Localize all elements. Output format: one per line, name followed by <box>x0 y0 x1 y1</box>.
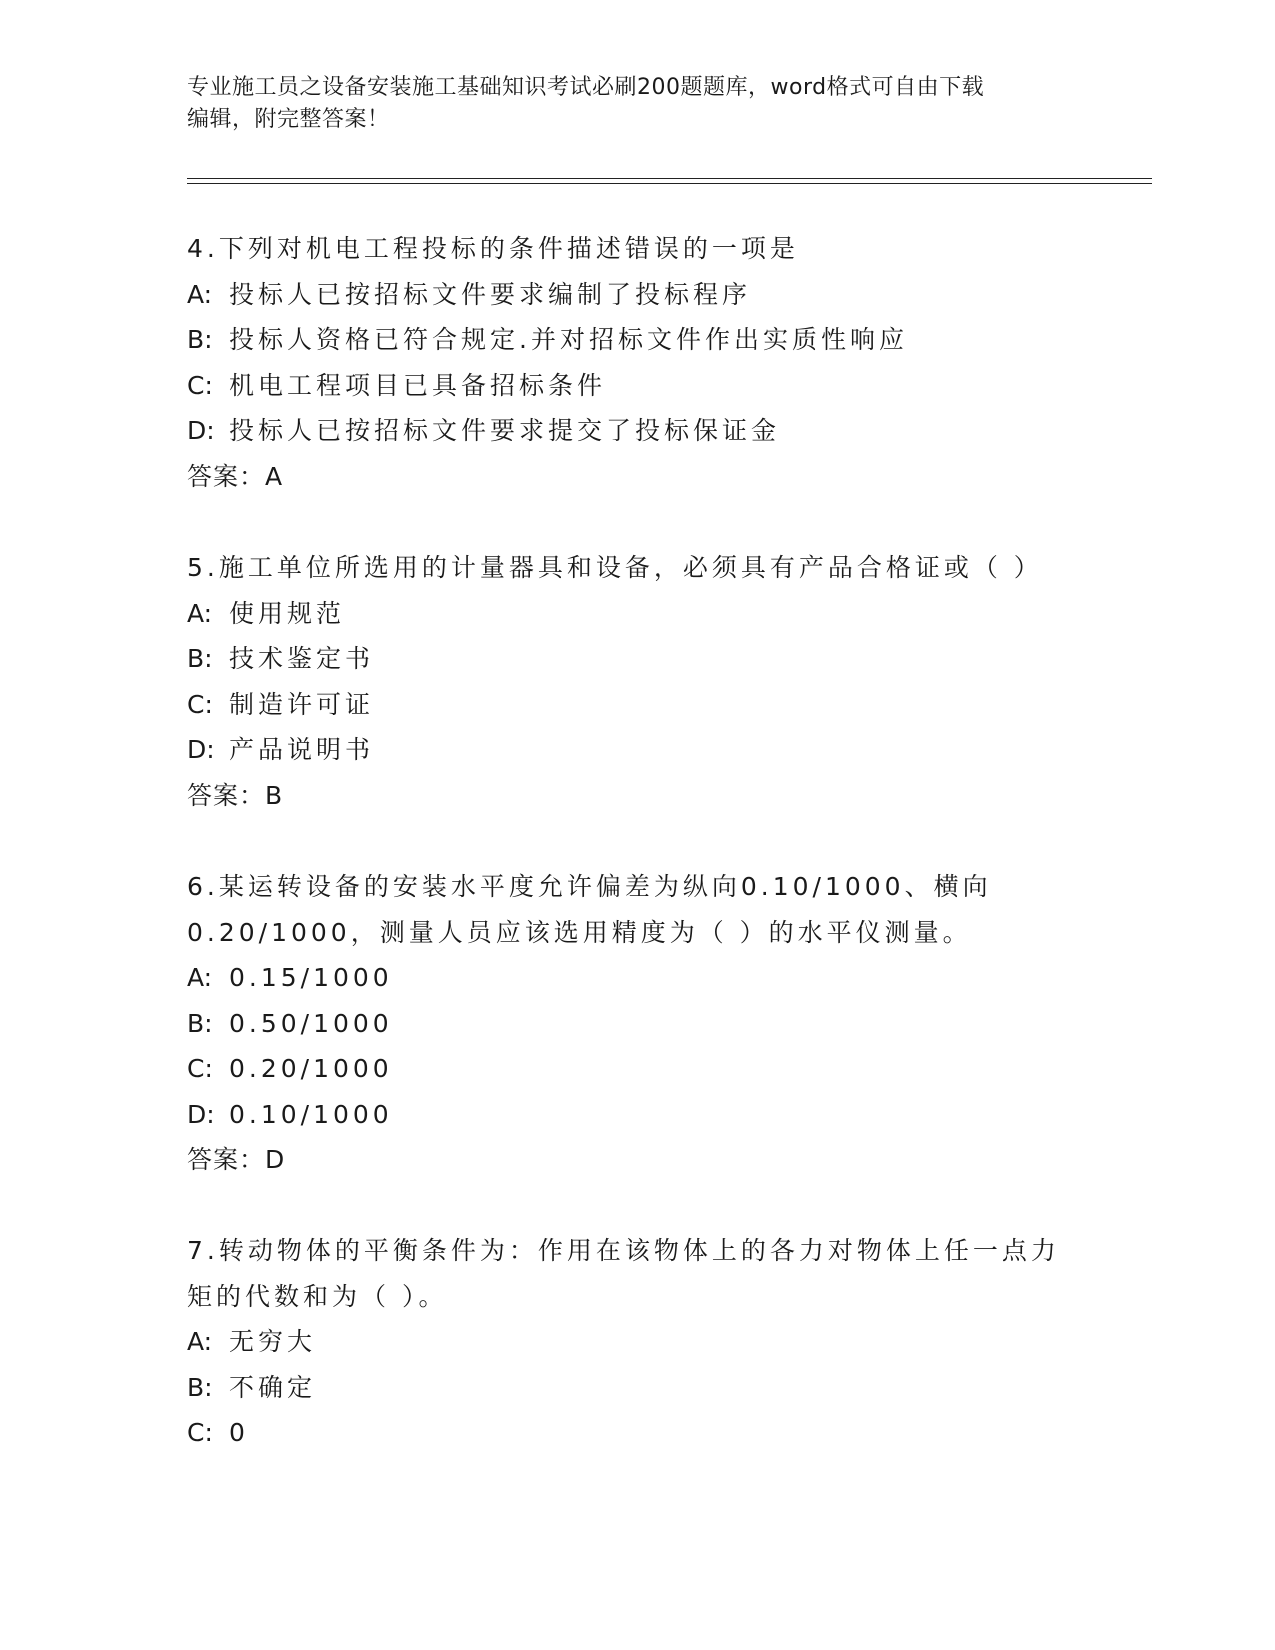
question-stem: 7.转动物体的平衡条件为：作用在该物体上的各力对物体上任一点力 <box>187 1236 1060 1265</box>
question-stem: 6.某运转设备的安装水平度允许偏差为纵向0.10/1000、横向 <box>187 872 992 901</box>
option-b <box>187 1365 1067 1411</box>
option-text: 产品说明书 <box>229 735 375 764</box>
option-text: 投标人已按招标文件要求编制了投标程序 <box>229 279 752 309</box>
option-text: 无穷大 <box>229 1327 317 1356</box>
option-key: A: <box>187 1327 213 1356</box>
question-4 <box>187 226 1067 499</box>
option-key: C: <box>187 370 213 400</box>
option-key: A: <box>187 963 213 992</box>
option-b <box>187 1001 1067 1047</box>
option-key: D: <box>187 416 215 445</box>
answer-value: A <box>265 461 283 491</box>
option-a <box>187 591 1067 637</box>
option-text: 不确定 <box>229 1372 317 1402</box>
header-divider <box>187 178 1152 179</box>
answer-line <box>187 1137 1067 1183</box>
option-text: 投标人已按招标文件要求提交了投标保证金 <box>229 416 781 445</box>
option-key: D: <box>187 735 215 764</box>
option-c <box>187 1046 1067 1092</box>
option-text: 0.50/1000 <box>229 1008 393 1038</box>
option-key: B: <box>187 644 213 673</box>
option-key: C: <box>187 1418 213 1447</box>
option-c <box>187 682 1067 728</box>
option-text: 0.20/1000 <box>229 1054 393 1083</box>
option-key: A: <box>187 279 213 309</box>
option-text: 制造许可证 <box>229 689 375 719</box>
option-key: A: <box>187 598 213 628</box>
answer-value: D <box>265 1145 285 1174</box>
option-d <box>187 727 1067 773</box>
option-text: 0 <box>229 1418 249 1447</box>
question-6 <box>187 864 1067 1183</box>
header-title-line-1: 专业施工员之设备安装施工基础知识考试必刷200题题库，word格式可自由下载 <box>187 75 985 100</box>
answer-label: 答案： <box>187 780 266 810</box>
question-stem-continued: 0.20/1000，测量人员应该选用精度为（ ）的水平仪测量。 <box>187 917 972 947</box>
answer-label: 答案： <box>187 461 266 491</box>
header-divider-double <box>187 183 1152 184</box>
option-key: B: <box>187 1008 213 1038</box>
option-key: D: <box>187 1099 215 1129</box>
option-key: B: <box>187 325 213 354</box>
answer-label: 答案： <box>187 1145 266 1174</box>
option-key: B: <box>187 1372 213 1402</box>
question-5 <box>187 545 1067 818</box>
option-c <box>187 1410 1067 1456</box>
question-7 <box>187 1228 1067 1456</box>
answer-value: B <box>265 780 283 810</box>
header-title-line-2: 编辑，附完整答案！ <box>187 107 390 132</box>
option-d <box>187 1092 1067 1138</box>
option-key: C: <box>187 689 213 719</box>
option-a <box>187 272 1067 318</box>
question-stem: 5.施工单位所选用的计量器具和设备，必须具有产品合格证或（ ） <box>187 553 1043 582</box>
option-text: 机电工程项目已具备招标条件 <box>229 370 607 400</box>
option-d <box>187 408 1067 454</box>
option-text: 使用规范 <box>229 598 346 628</box>
option-b <box>187 636 1067 682</box>
option-text: 投标人资格已符合规定.并对招标文件作出实质性响应 <box>229 325 908 354</box>
option-key: C: <box>187 1054 213 1083</box>
option-text: 0.15/1000 <box>229 963 393 992</box>
option-c <box>187 363 1067 409</box>
answer-line <box>187 773 1067 819</box>
option-a <box>187 1319 1067 1365</box>
question-stem-continued: 矩的代数和为（ ）。 <box>187 1281 448 1311</box>
option-text: 0.10/1000 <box>229 1099 393 1129</box>
option-b <box>187 317 1067 363</box>
option-text: 技术鉴定书 <box>229 644 375 673</box>
answer-line <box>187 454 1067 500</box>
question-stem: 4.下列对机电工程投标的条件描述错误的一项是 <box>187 234 799 263</box>
document-header <box>187 72 1087 136</box>
option-a <box>187 955 1067 1001</box>
